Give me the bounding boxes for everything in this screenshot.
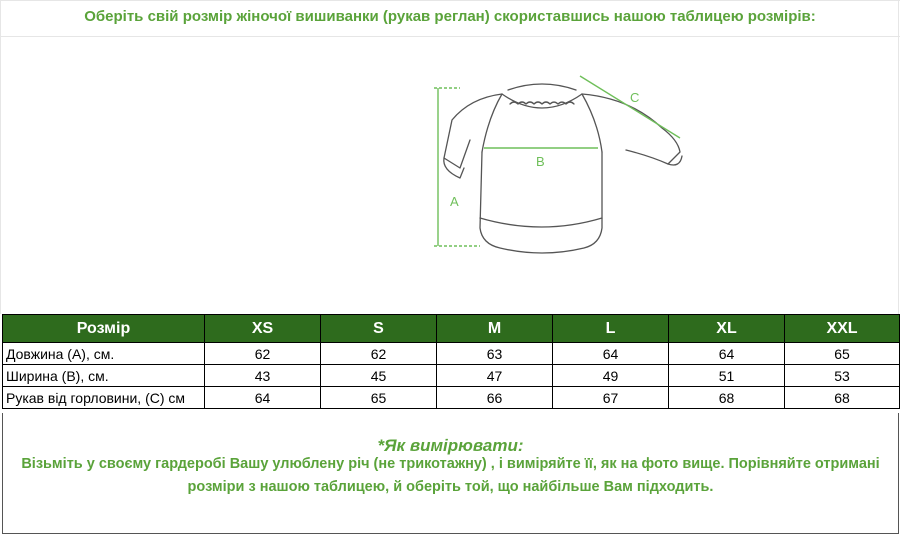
table-cell: 45 — [321, 365, 437, 387]
label-a: A — [450, 194, 459, 209]
table-cell: 49 — [553, 365, 669, 387]
table-cell: 68 — [785, 387, 900, 409]
row-label: Рукав від горловини, (С) см — [3, 387, 205, 409]
table-cell: 68 — [669, 387, 785, 409]
table-row — [3, 365, 900, 387]
header-corner: Розмір — [3, 315, 205, 343]
how-to-line: розміри з нашою таблицею, й оберіть той, що найбільше Вам підходить. — [187, 479, 714, 495]
how-to-measure — [2, 413, 899, 534]
table-row — [3, 387, 900, 409]
table-row — [3, 343, 900, 365]
table-cell: 64 — [669, 343, 785, 365]
table-cell: 43 — [205, 365, 321, 387]
header-size: S — [321, 315, 437, 343]
row-label: Довжина (А), см. — [3, 343, 205, 365]
table-cell: 64 — [205, 387, 321, 409]
table-cell: 62 — [321, 343, 437, 365]
grid-line — [0, 0, 900, 1]
how-to-heading: *Як вимірювати: — [377, 436, 524, 455]
table-cell: 64 — [553, 343, 669, 365]
how-to-line: Візьміть у своєму гардеробі Вашу улюблену річ (не трикотажну) , і виміряйте її, як на фото вище. Порівняйте отримані — [21, 456, 880, 472]
table-cell: 65 — [321, 387, 437, 409]
grid-line — [0, 0, 1, 314]
grid-line — [0, 36, 900, 37]
row-label: Ширина (В), см. — [3, 365, 205, 387]
page-title: Оберіть свій розмір жіночої вишиванки (рукав реглан) скориставшись нашою таблицею розмірів: — [84, 8, 816, 25]
table-cell: 63 — [437, 343, 553, 365]
table-cell: 53 — [785, 365, 900, 387]
header-size: XXL — [785, 315, 900, 343]
shirt-diagram — [430, 68, 690, 268]
label-b: B — [536, 154, 545, 169]
header-size: XS — [205, 315, 321, 343]
header-size: L — [553, 315, 669, 343]
table-cell: 65 — [785, 343, 900, 365]
table-cell: 47 — [437, 365, 553, 387]
header-size: XL — [669, 315, 785, 343]
size-table — [2, 314, 900, 409]
table-cell: 51 — [669, 365, 785, 387]
grid-line — [898, 0, 899, 314]
table-header-row — [3, 315, 900, 343]
table-cell: 67 — [553, 387, 669, 409]
table-cell: 66 — [437, 387, 553, 409]
table-cell: 62 — [205, 343, 321, 365]
neckline — [502, 94, 582, 108]
label-c: C — [630, 90, 640, 105]
header-size: M — [437, 315, 553, 343]
